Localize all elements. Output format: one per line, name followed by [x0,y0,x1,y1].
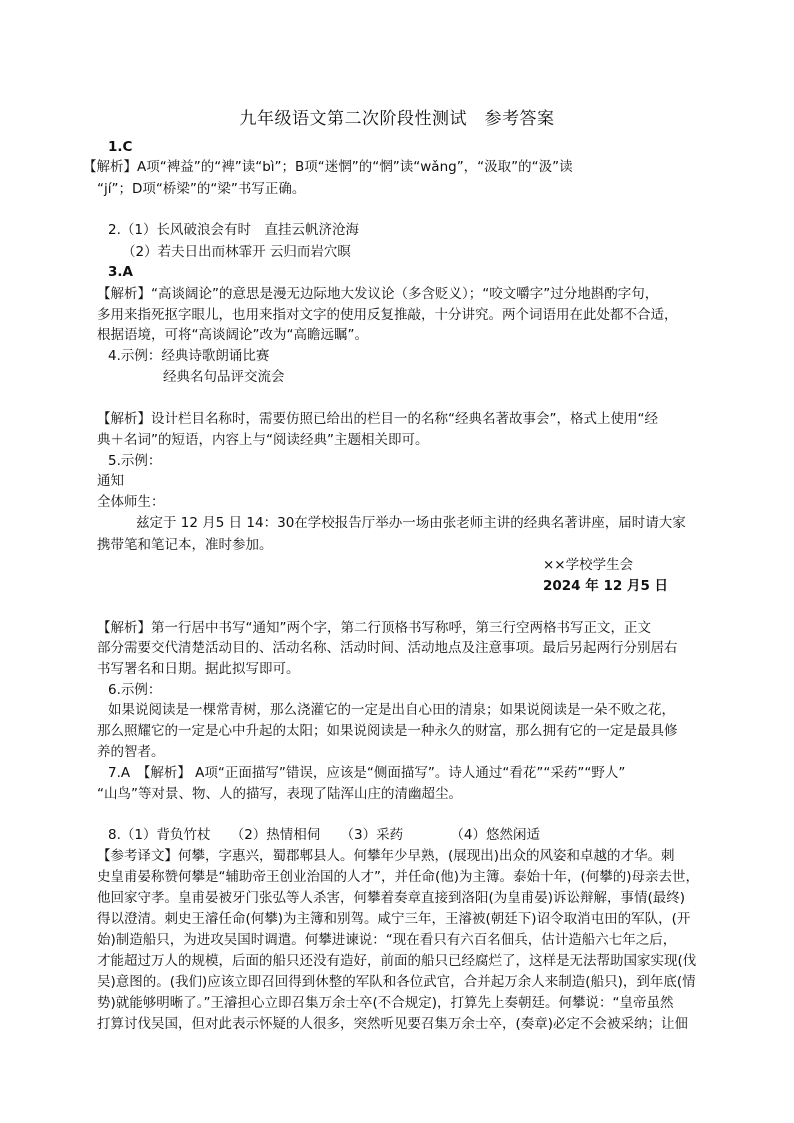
page-title: 九年级语文第二次阶段性测试 参考答案 [239,109,555,129]
q8-translation-line-5: 始)制造船只，为进攻吴国时调遣。何攀进谏说：“现在看只有六百名佃兵，估计造船六七年之后， [97,932,677,948]
notice-body-line-2: 携带笔和笔记本，准时参加。 [97,537,273,553]
q5-analysis-line-2: 部分需要交代清楚活动目的、活动名称、活动时间、活动地点及注意事项。最后另起两行分别居右 [97,640,678,656]
notice-body-line-1: 兹定于 12 月5 日 14：30在学校报告厅举办一场由张老师主讲的经典名著讲座，届时请大家 [136,515,686,531]
notice-heading: 通知 [97,473,124,489]
q6-example-line-1: 如果说阅读是一棵常青树，那么浇灌它的一定是出自心田的清泉；如果说阅读是一朵不败之花， [108,702,675,718]
q3-analysis-line-2: 多用来指死抠字眼儿，也用来指对文字的使用反复推敲，十分讲究。两个词语用在此处都不合适， [97,307,678,323]
q5-analysis-line-3: 书写署名和日期。据此拟写即可。 [97,661,300,677]
q3-number: 3.A [108,264,133,280]
q8-answers: 8.（1）背负竹杖 （2）热情相伺 （3）采药 （4）悠然闲适 [108,827,540,843]
q8-translation-line-1: 【参考译文】何攀，字惠兴，蜀郡郫县人。何攀年少早熟，(展现出)出众的风姿和卓越的才华。刺 [97,848,675,864]
notice-salutation: 全体师生： [97,494,165,510]
q2-answer-line-1: 2.（1）长风破浪会有时 直挂云帆济沧海 [108,222,359,238]
q6-example-line-3: 养的智者。 [97,744,165,760]
q1-analysis-line-2: “jí”；D项“桥梁”的“梁”书写正确。 [97,181,306,197]
q7-analysis-line-1: 7.A 【解析】 A项“正面描写”错误，应该是“侧面描写”。诗人通过“看花”“采药”“野人” [108,765,626,781]
q2-answer-line-2: （2）若夫日出而林霏开 云归而岩穴暝 [122,244,351,260]
q4-analysis-line-1: 【解析】设计栏目名称时，需要仿照已给出的栏目一的名称“经典名著故事会”，格式上使用“经 [97,411,658,427]
q3-analysis-line-1: 【解析】“高谈阔论”的意思是漫无边际地大发议论（多含贬义）；“咬文嚼字”过分地斟酌字句， [97,286,659,302]
notice-signature: ××学校学生会 [543,557,634,573]
q8-translation-line-6: 才能超过万人的规模，后面的船只还没有造好，前面的船只已经腐烂了，这样是无法帮助国家实现(伐 [97,953,697,969]
notice-date: 2024 年 12 月5 日 [543,578,669,594]
q8-translation-line-7: 吴)意图的。(我们)应该立即召回得到休整的军队和各位武官，合并起万余人来制造(船只)，到年底(情 [97,974,696,990]
q8-translation-line-4: 得以澄清。刺史王濬任命(何攀)为主簿和别驾。咸宁三年，王濬被(朝廷下)诏令取消屯田的军队，(开 [97,911,691,927]
q4-example-line-1: 4.示例：经典诗歌朗诵比赛 [108,348,270,364]
q8-translation-line-8: 势)就能够明晰了。”王濬担心立即召集万余士卒(不合规定)，打算先上奏朝廷。何攀说：“皇帝虽然 [97,995,674,1011]
q5-label: 5.示例： [108,453,162,469]
q4-analysis-line-2: 典＋名词”的短语，内容上与“阅读经典”主题相关即可。 [97,432,429,448]
q8-translation-line-2: 史皇甫晏称赞何攀是“辅助帝王创业治国的人才”，并任命(他)为主簿。泰始十年，(何攀的)母亲去世， [97,869,700,885]
q6-example-line-2: 那么照耀它的一定是心中升起的太阳；如果说阅读是一种永久的财富，那么拥有它的一定是最具修 [97,723,678,739]
q1-number: 1.C [108,139,133,155]
q3-analysis-line-3: 根据语境，可将“高谈阔论”改为“高瞻远瞩”。 [97,327,368,343]
q8-translation-line-3: 他回家守孝。皇甫晏被牙门张弘等人杀害，何攀着奏章直接到洛阳(为皇甫晏)诉讼辩解，事情(最终) [97,890,686,906]
q4-example-line-2: 经典名句品评交流会 [163,369,285,385]
q6-label: 6.示例： [108,682,162,698]
q8-translation-line-9: 打算讨伐吴国，但对此表示怀疑的人很多，突然听见要召集万余士卒，(奏章)必定不会被采纳；让佃 [97,1016,689,1032]
q5-analysis-line-1: 【解析】第一行居中书写“通知”两个字，第二行顶格书写称呼，第三行空两格书写正文，正文 [97,620,651,636]
q1-analysis-line-1: 【解析】A项“裨益”的“裨”读“bì”；B项“迷惘”的“惘”读“wǎng”，“汲取”的“汲”读 [83,159,573,175]
q7-analysis-line-2: “山鸟”等对景、物、人的描写，表现了陆浑山庄的清幽超尘。 [97,786,462,802]
